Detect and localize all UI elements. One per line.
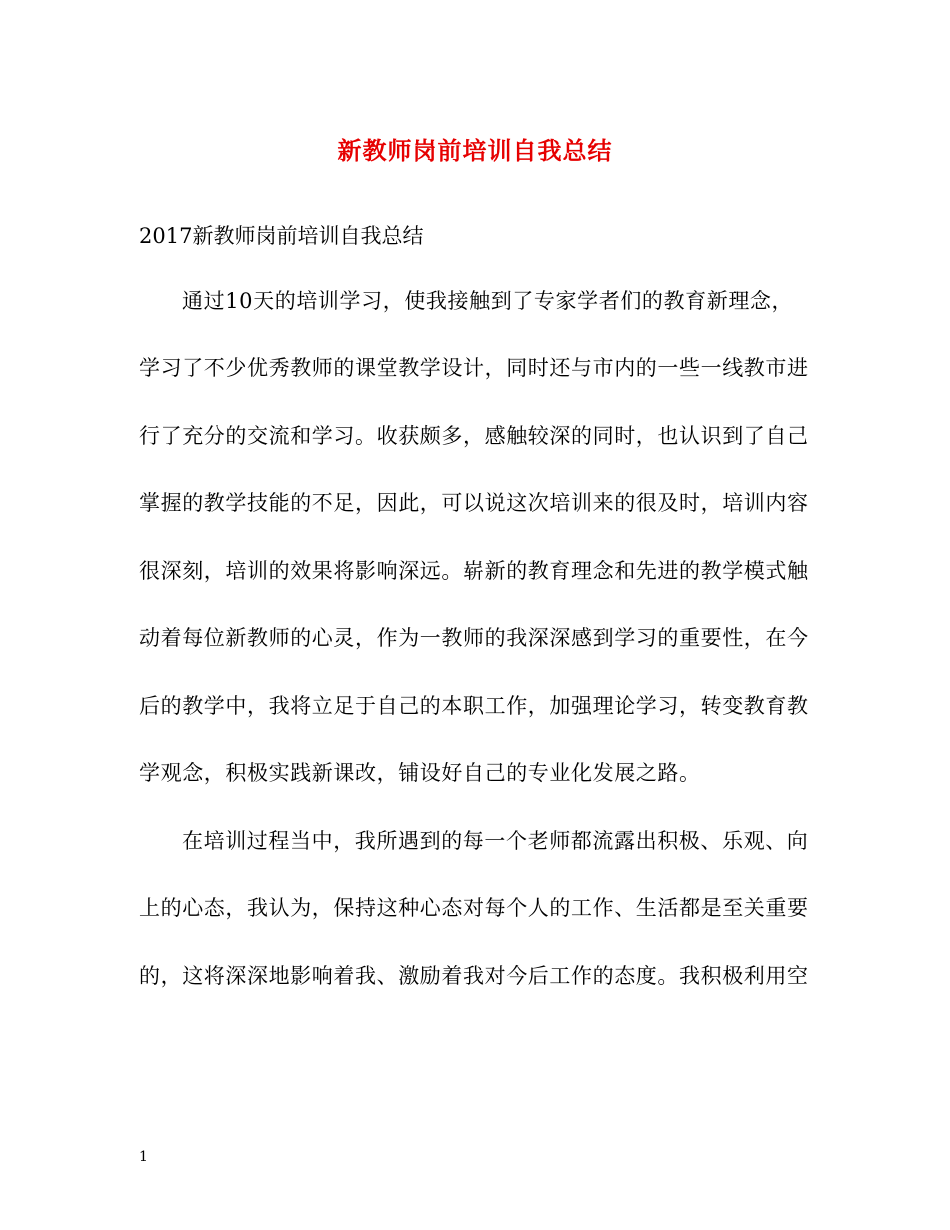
paragraph-line: 学习了不少优秀教师的课堂教学设计，同时还与市内的一些一线教市进: [139, 356, 809, 380]
document-title: 新教师岗前培训自我总结: [337, 136, 613, 165]
paragraph-line: 学观念，积极实践新课改，铺设好自己的专业化发展之路。: [139, 761, 701, 785]
paragraph-line: 动着每位新教师的心灵，作为一教师的我深深感到学习的重要性，在今: [139, 626, 809, 650]
paragraph-line: 的，这将深深地影响着我、激励着我对今后工作的态度。我积极利用空: [139, 964, 809, 988]
paragraph-line: 掌握的教学技能的不足，因此，可以说这次培训来的很及时，培训内容: [139, 491, 809, 515]
paragraph-line: 上的心态，我认为，保持这种心态对每个人的工作、生活都是至关重要: [139, 896, 809, 920]
paragraph-line: 行了充分的交流和学习。收获颇多，感触较深的同时，也认识到了自己: [139, 424, 809, 448]
document-subtitle: 2017新教师岗前培训自我总结: [139, 224, 424, 248]
paragraph-line: 很深刻，培训的效果将影响深远。崭新的教育理念和先进的教学模式触: [139, 559, 809, 583]
paragraph-line: 后的教学中，我将立足于自己的本职工作，加强理论学习，转变教育教: [139, 694, 809, 718]
page-number: 1: [139, 1149, 148, 1165]
paragraph-line: 通过10天的培训学习，使我接触到了专家学者们的教育新理念，: [182, 289, 794, 313]
paragraph-line: 在培训过程当中，我所遇到的每一个老师都流露出积极、乐观、向: [182, 829, 809, 853]
